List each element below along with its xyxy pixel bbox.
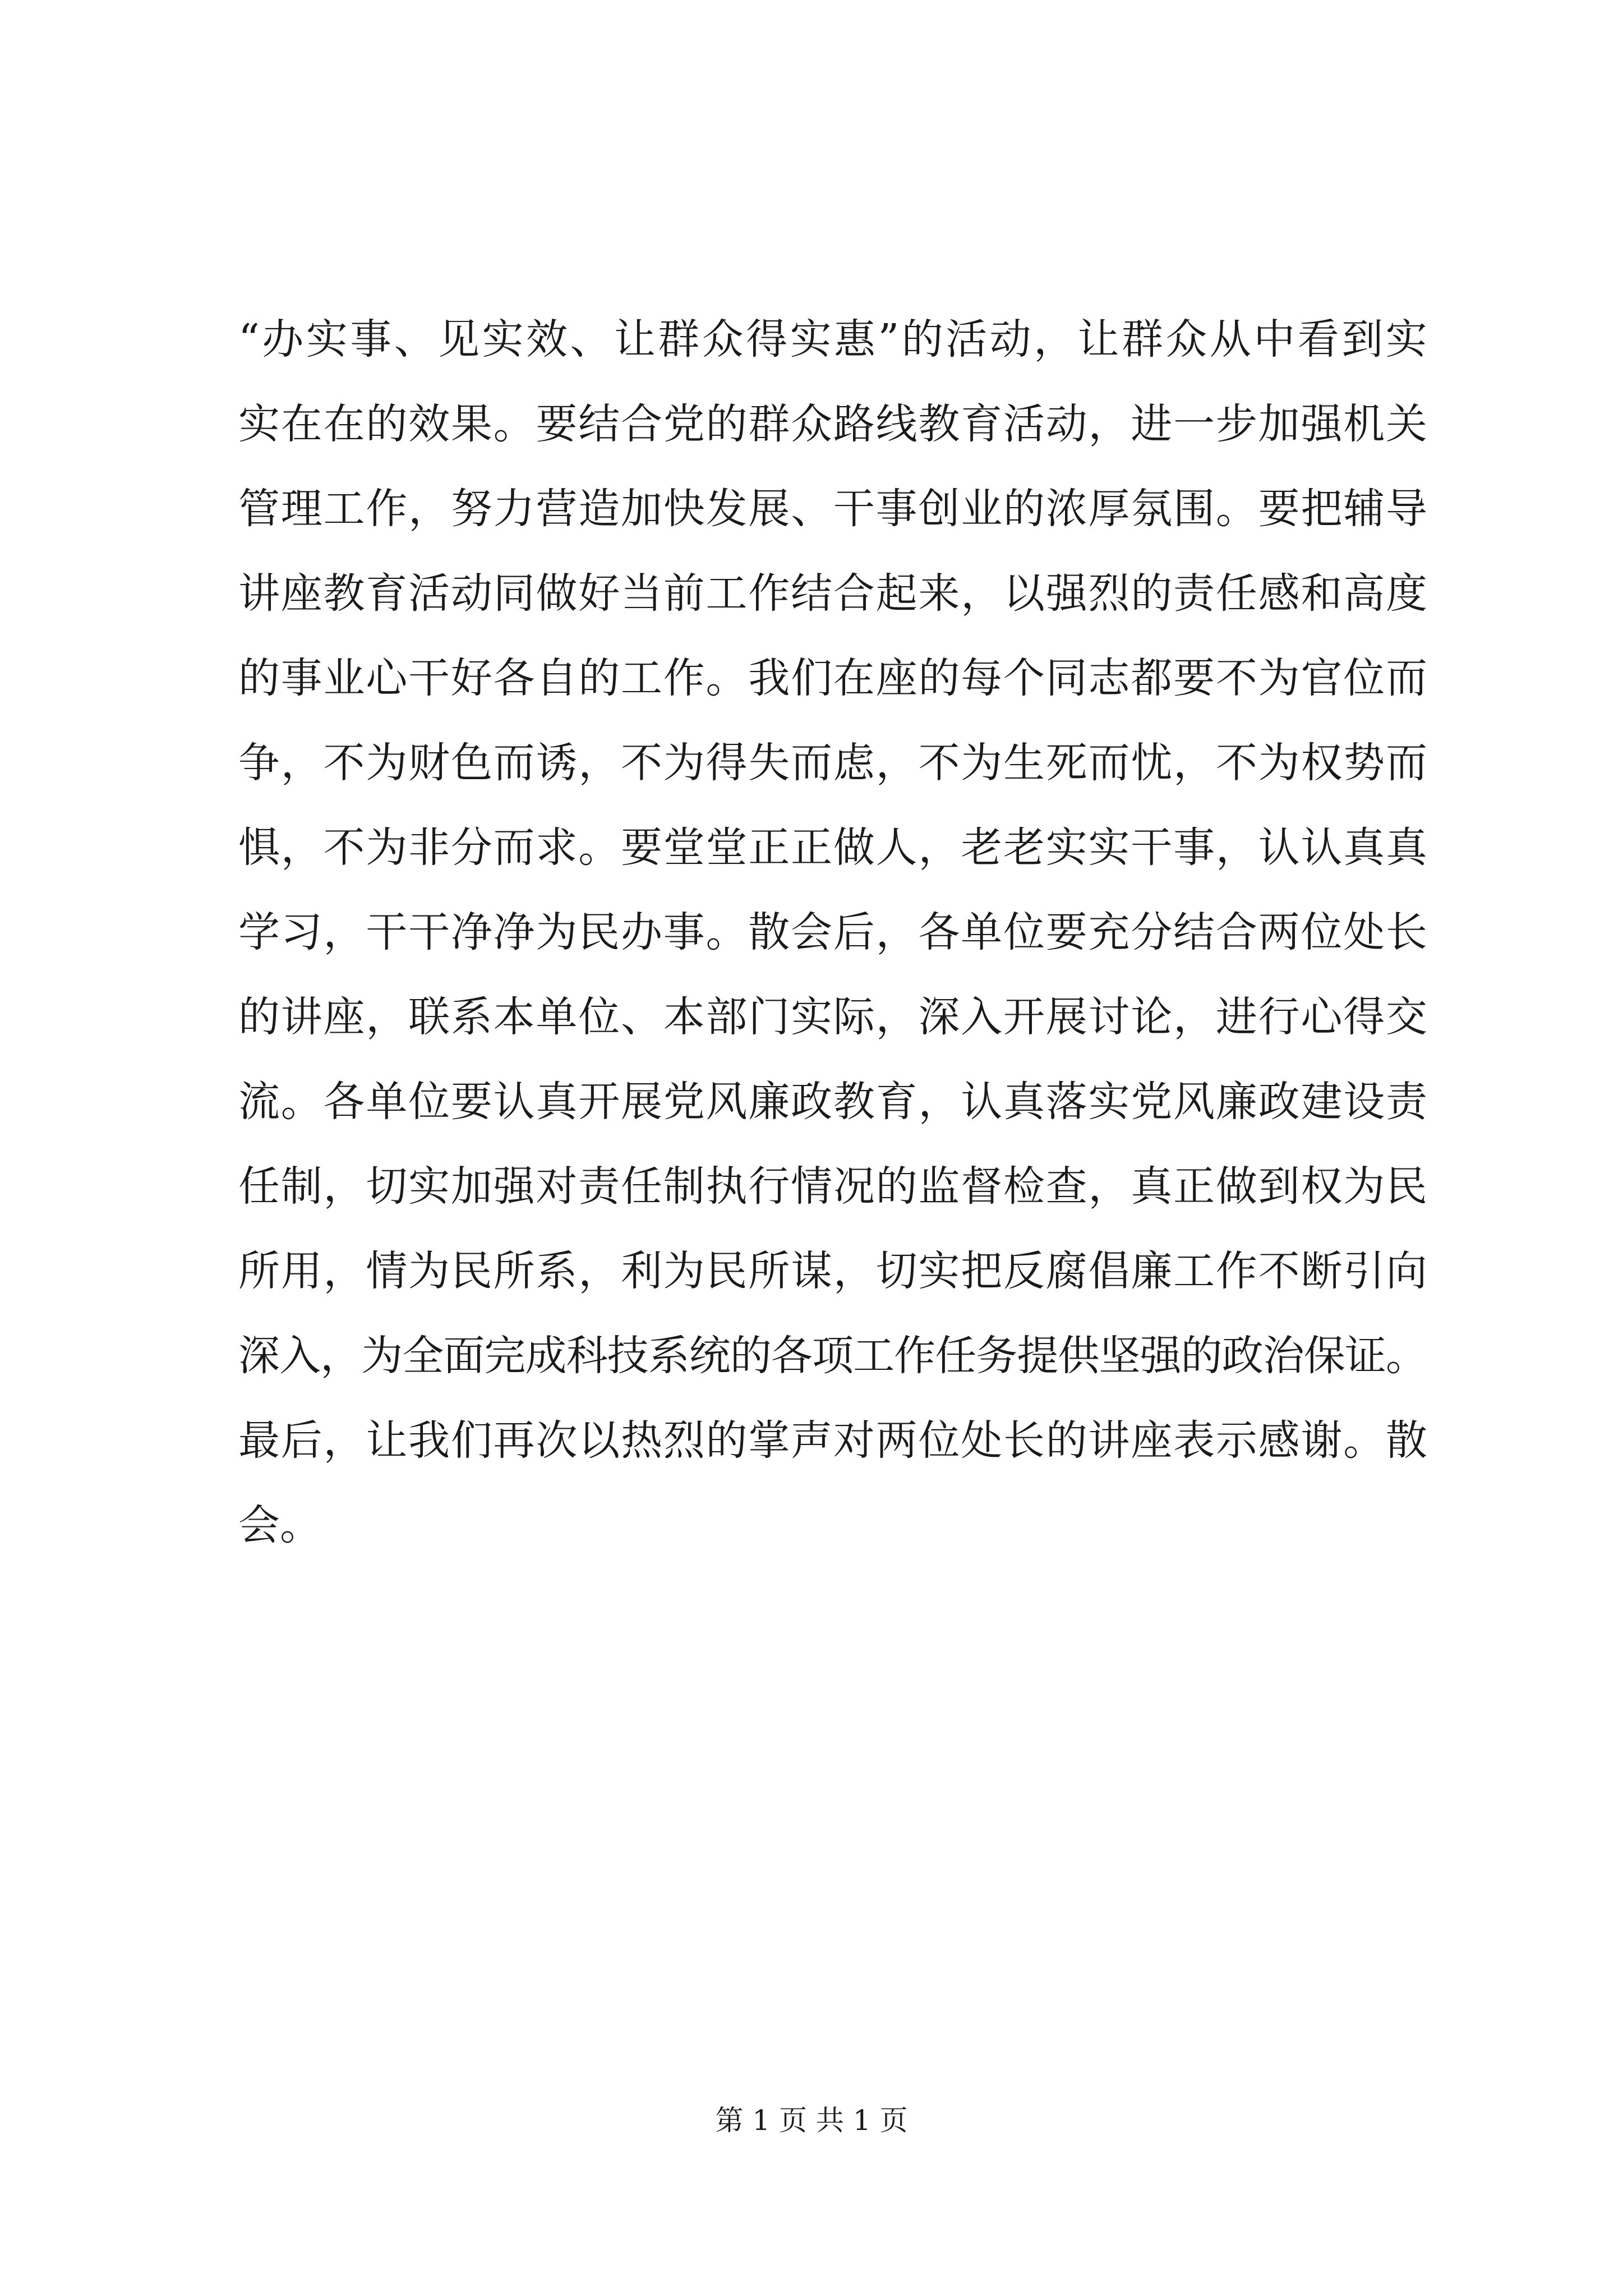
text-line: 争，不为财色而诱，不为得失而虑，不为生死而忧，不为权势而 [238,739,1428,787]
text-line: 管理工作，努力营造加快发展、干事创业的浓厚氛围。要把辅导 [238,485,1428,533]
text-line: 的讲座，联系本单位、本部门实际，深入开展讨论，进行心得交 [238,993,1428,1041]
text-line: 讲座教育活动同做好当前工作结合起来，以强烈的责任感和高度 [238,569,1428,618]
text-line: 惧，不为非分而求。要堂堂正正做人，老老实实干事，认认真真 [238,823,1428,872]
text-line: 最后，让我们再次以热烈的掌声对两位处长的讲座表示感谢。散 [238,1416,1428,1465]
page-footer [0,2101,1623,2140]
text-line: “办实事、见实效、让群众得实惠”的活动，让群众从中看到实 [238,315,1430,364]
text-line: 所用，情为民所系，利为民所谋，切实把反腐倡廉工作不断引向 [238,1247,1428,1295]
text-line: 学习，干干净净为民办事。散会后，各单位要充分结合两位处长 [238,908,1428,956]
text-line: 会。 [238,1501,321,1549]
text-line: 的事业心干好各自的工作。我们在座的每个同志都要不为官位而 [238,654,1428,702]
text-line: 流。各单位要认真开展党风廉政教育，认真落实党风廉政建设责 [238,1078,1428,1126]
text-line: 任制，切实加强对责任制执行情况的监督检查，真正做到权为民 [238,1162,1428,1211]
body-text [238,297,1430,1568]
text-line: 深入，为全面完成科技系统的各项工作任务提供坚强的政治保证。 [238,1332,1427,1380]
page-number: 第 1 页 共 1 页 [715,2104,908,2137]
text-line: 实在在的效果。要结合党的群众路线教育活动，进一步加强机关 [238,400,1428,448]
